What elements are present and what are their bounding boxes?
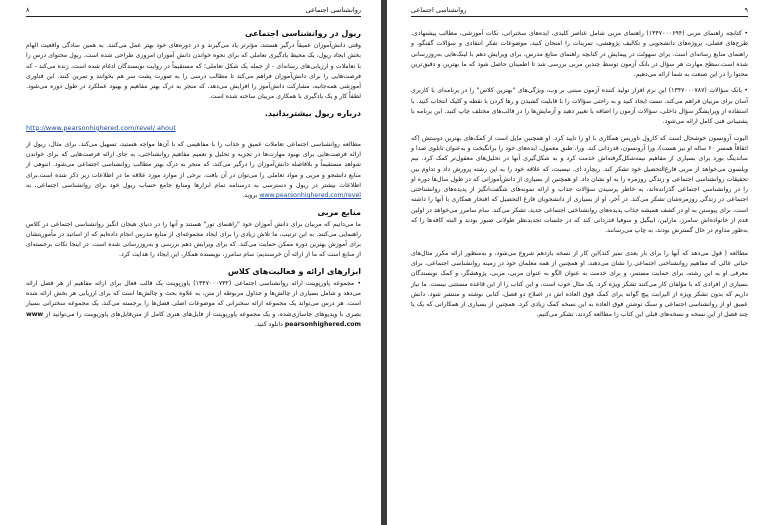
revel-link[interactable]: www.pearsonhighered.com/revel: [259, 192, 361, 200]
running-head-title: روانشناسی اجتماعی: [411, 6, 467, 14]
running-head-right: [411, 6, 748, 17]
paragraph: • کتابچه راهنمای مربی (۱۳۴۷۰۰۰۶۹۴) راهنمای مربی شامل عناصر کلیدی، ایده‌های سخنرانی، نکات آموزشی، مطالب پیشنهادی، طرح‌های فصلی، پروژه‌های دانشجویی و تکالیف پژوهشی، تمرینات را امتحان کنید، موضوعات تفکر انتقادی و سؤالات گفتگو، و راهنمای منابع رسانه‌ای است. برای سهولت در پیمایش در کتابچه راهنمای منابع مدرس، برای ویرایش دهم با لینک‌هایی به‌روزرسانی شده است.سطح مهارت هر سؤال در بانک آزمون توسط چندین مربی بررسی شد تا اطمینان حاصل شود که ما بهترین و دقیق‌ترین محتوا را در این صنعت به شما ارائه می‌دهیم.: [411, 30, 749, 79]
page-number: ٨: [26, 6, 30, 14]
paragraph: ما می‌دانیم که مربیان برای دانش آموزان خود "راهنمای تور" هستند و آنها را در دنیای هیجان انگیز روانشناسی اجتماعی در کلاس راهنمایی می‌کنند. به این ترتیب، ما تلاش زیادی را برای ایجاد مجموعه‌ای از منابع مدرس انجام داده‌ایم که از اساتید در مأموریتشان برای آموزش بهترین دوره ممکن حمایت می‌کند. که برای ویرایش دهم بررسی و به‌روزرسانی شده است. در اینجا نکات برجسته‌ای از منابع است که ما از ارائه آن خرسندیم: سام سامرز، نویسنده همکار، این ایجاد را هدایت کرد.: [26, 220, 361, 259]
paragraph: [26, 140, 361, 202]
running-head-title: روانشناسی اجتماعی: [305, 6, 361, 14]
right-page: [387, 0, 768, 525]
paragraph: مطالعه ( قول می‌دهد که آنها را برای بار بعدی تمیز کند)این کار از نسخه یازدهم شروع می‌شود، و به‌منظور ارائه مکرر مثال‌های حیاتی عالی که مفاهیم روانشناختی اجتماعی را نشان می‌دهند، او همچنین از همه معلمان خود در زمینه روانشناسی اجتماعی، برای معرفی او به این رشته، برای حمایت مستمر، و برای خدمت به عنوان الگو به عنوان مربی، مربی، پژوهشگر، و کمک نویسندگان بسیاری از افرادی که با مؤلفان کار می‌کنند تشکر ویژه کرد. یک مثال خوب است، و این کتاب را از این قاعده مستثنی نیست. ما نیاز داریم که بدون تشکر ویژه از الیزابت پیچ گوانه برای کمک فوق العاده اش در اصلاح دو فصل، کتابی نوشته و منتشر شود. دانش عمیق او از روانشناسی اجتماعی و سبک نوشتن فوق العاده به این نسخه کمک زیادی کرد. همچنین از بسیاری از همکارانی که یک یا چند فصل از این نسخه و نسخه‌های قبلی این کتاب را مطالعه کردند، تشکر می‌کنیم.: [411, 249, 748, 319]
running-head-left: [26, 6, 361, 17]
pearson-url[interactable]: pearsonhighered.com: [284, 320, 361, 328]
paragraph-text: بروید.: [242, 192, 258, 200]
paragraph: وقتی دانش‌آموزان عمیقاً درگیر هستند، مؤثرتر یاد می‌گیرند و در دوره‌های خود بهتر عمل می‌کنند. به همین سادگی واقعیت الهام بخش ایجاد ریول، یک محیط یادگیری تعاملی که برای نحوه خواندن دانش آموزان امروزی طراحی شده است. ریول محتوای درس را با تعاملات و ارزیابی‌های رسانه‌ای - از جمله یک شکل تعاملی؛ که مستقیماً در روایت نویسندگان ادغام شده است، زنده می‌کند - که فرصت‌هایی را برای دانش‌آموزان فراهم می‌کند تا مطالب درسی را به صورت پشت سر هم بخوانند و تمرین کنند. این فناوری آموزشی همه‌جانبه، مشارکت دانش‌آموز را افزایش می‌دهد، که منجر به درک بهتر مفاهیم و بهبود عملکرد در طول دوره می‌شود. لطفاً کار و یک یادگیری با همکاری مربیان ساخته شده است.: [26, 42, 361, 101]
page-number: ٩: [744, 6, 748, 14]
left-page: [0, 0, 381, 525]
section-heading: درباره ریول بیشتربدانید.: [264, 108, 361, 118]
paragraph-text: دانلود کنید.: [254, 320, 283, 328]
section-heading: منابع مربی: [317, 207, 361, 217]
paragraph-text: مطالعه روانشناسی اجتماعی تعاملات عمیق و جذاب را با مفاهیمی که با آن‌ها مواجه هستید، تسهیل می‌کند. برای مثال، ریول از ارائه فرصت‌هایی برای بهبود مهارت‌ها در تجزیه و تحلیل و تعمیم مفاهیم روانشناختی، به جای ارائه فرصت‌هایی که برای خواندن شواهد مستقیماً و بلافاصله دانش‌آموزان را درگیر می‌کند، که منجر به درک بهتر مطالب روانشناسی اجتماعی می‌شود. انبوهی از منابع دانشجو و مربی و مواد تعاملی را می‌توان در آن یافت. برخی از موارد مورد علاقه ما در اطلاعات زیر ذکر شده است.برای اطلاعات بیشتر در ریول و دسترسی به درسنامه تمام ابزارها ومنابع جامع حساب ریول خود برای روانشناسی اجتماعی، به: [26, 140, 361, 189]
paragraph: الیوت آرونسون خوشحال است که کارول تاوریس همکاری با او را تایید کرد. او همچنین مایل است از کمک‌های بهترین دوستش (که اتفاقاً همسر ۶۰ ساله او نیز هست)، ورا آرونسون، قدردانی کند. ورا، طبق معمول، ایده‌های خود را برانگیخت و به‌عنوان تابلوی صدا و ساندینگ بورد برای بسیاری از مفاهیم نیمه‌شکل‌گرفته‌اش خدمت کرد و به شکل‌گیری آنها در تحلیل‌های معقول‌تر کمک کرد. نیم ویلسون می‌خواهد از مربی فارغ‌التحصیل خود تشکر کند. ریچارد ای. نیسبت، که علاقه خود را به این رشته پرورش داد و تداوم بین تحقیقات روانشناسی اجتماعی و زندگی روزمره را به او نشان داد. او همچنین از بسیاری از دانش‌آموزانی که در طول سال‌ها دوره او را در روانشناسی اجتماعی گذرانده‌اند، به خاطر پرسیدن سؤالات جذاب و ارائه نمونه‌های شگفت‌انگیز از پدیده‌های روانشناختی اجتماعی در زندگی روزمره‌شان تشکر می‌کند. در آخر، او از بسیاری از دانشجویان فارغ التحصیل که افتخار همکاری با آنها را داشته است، برای پیوستن به او در کشف همیشه جذاب پدیده‌های روانشناختی اجتماعی جدید، تشکر می‌کند. سام سامرز می‌خواهد در اولین قدم از خانواده‌اش سامرز، مارلین، ابیگیل و سوفیا قدردانی کند که در جلسات تجدیدنظر طولانی صبور بودند و البته کافه‌ها را که به‌طور مداوم در حال گسترش بودند، به چاپ می‌رسانند.: [411, 134, 748, 235]
paragraph: [26, 279, 361, 330]
www-text: www: [26, 310, 44, 318]
paragraph-text: • مجموعه پاورپوینت ارائه روانشناسی اجتماعی (۱۳۴۷۰۰۰۷۳۲) پاورپوینت یک قالب فعال برای ارائه مفاهیم از هر فصل ارائه می‌دهد و شامل بسیاری از چالش‌ها و جداول مربوطه از متن، به علاوه بحث و چالش‌ها است که برای ارزیابی هر بخش ارائه شده است. هر درس می‌تواند یک مجموعه ارائه سخنرانی که موضوعات اصلی فصل‌ها را برجسته می‌کند، یک مجموعه سخنرانی بسیار بصری با ویدیوهای جاسازی‌شده، و یک مجموعه پاورپوینت از فایل‌های هنری کامل از متن‌فایل‌های پاورپوینت را می‌توانید از: [26, 279, 361, 318]
paragraph: • بانک سؤالات (۱۳۴۷۰۰۰۷۸۷) این نرم افزار تولید کننده آزمون مبتنی بر وب، ویژگی‌های "بهترین کلاس" را در برنامه‌ای با کاربری آسان برای مربیان فراهم می‌کند. تست ایجاد کنید و به راحتی سؤالات را با قابلیت کشیدن و رها کردن با نقطه و کلیک انتخاب کنید. با استفاده از ویرایشگر سؤال داخلی، سؤالات آزمون را اضافه یا تغییر دهید و آزمایش‌ها را در قالب‌های مختلف چاپ کنید. این برنامه با پشتیبانی فنی کامل ارائه می‌شود.: [411, 87, 748, 126]
revel-about-link[interactable]: http://www.pearsonhighered.com/revel/ ahout: [26, 123, 176, 132]
section-heading: ریول در روانشناسی اجتماعی: [244, 29, 361, 38]
section-heading: ابزارهای ارائه و فعالیت‌های کلاس: [227, 266, 361, 276]
